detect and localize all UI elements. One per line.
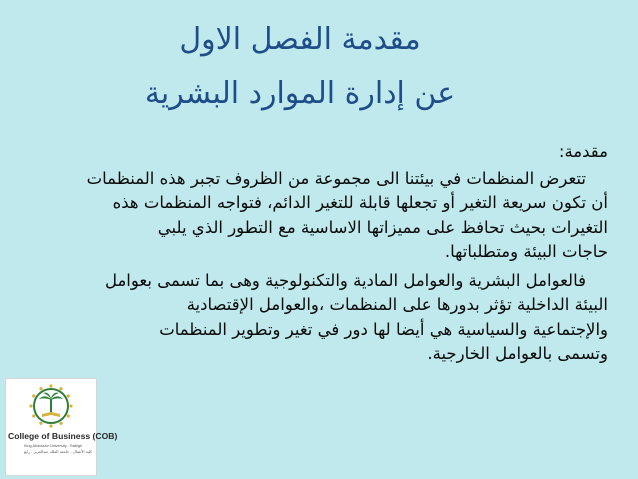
university-name-en: King Abdulaziz University - Rabigh <box>24 444 83 448</box>
paragraph-2-line: وتسمى بالعوامل الخارجية. <box>427 344 608 363</box>
intro-heading: مقدمة: <box>558 142 608 161</box>
college-name: College of Business (COB) <box>8 431 118 441</box>
paragraph-1-line: تتعرض المنظمات في بيئتنا الى مجموعة من الظروف تجبر هذه المنظمات <box>86 168 586 188</box>
university-name-ar: كلية الأعمال - جامعة الملك عبدالعزيز - رابغ <box>24 449 92 454</box>
paragraph-1-line: التغيرات بحيث تحافظ على مميزاتها الاساسية مع التطور الذي يلبي <box>157 217 608 237</box>
slide-subtitle: عن إدارة الموارد البشرية <box>144 76 456 111</box>
paragraph-2-line: البيئة الداخلية تؤثر بدورها على المنظمات ،والعوامل الإقتصادية <box>186 295 608 314</box>
college-logo <box>5 378 118 476</box>
paragraph-2 <box>28 269 608 367</box>
paragraph-1 <box>28 167 608 265</box>
paragraph-2-line: والإجتماعية والسياسية هي أيضا لها دور في تغير وتطوير المنظمات <box>159 319 608 339</box>
kau-palm-emblem-icon <box>28 383 74 429</box>
paragraph-1-line: حاجات البيئة ومتطلباتها. <box>444 242 608 261</box>
slide-body <box>28 140 608 367</box>
paragraph-1-line: أن تكون سريعة التغير أو تجعلها قابلة للتغير الدائم، فتواجه المنظمات هذه <box>112 193 608 212</box>
slide-title: مقدمة الفصل الاول <box>179 22 421 57</box>
paragraph-2-line: فالعوامل البشرية والعوامل المادية والتكنولوجية وهى بما تسمى بعوامل <box>104 270 586 290</box>
